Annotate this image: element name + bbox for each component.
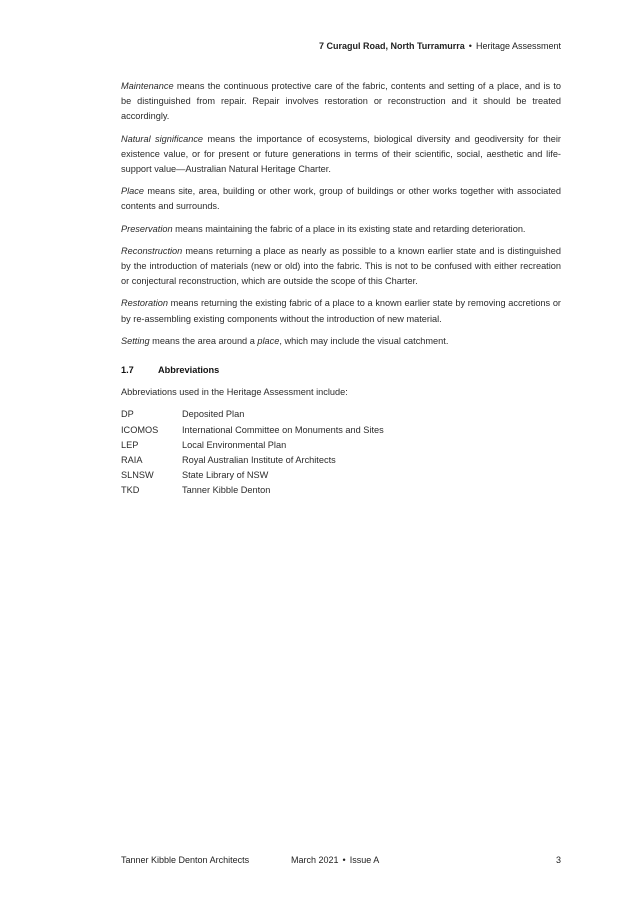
definition-term: Natural significance (121, 133, 204, 144)
definition-text: means returning a place as nearly as possible to a known earlier state and is distinguished by the introduction of materials (new or old) into the fabric. This is not to be confused with either recreation or conjectural reconstruction, which are outside the scope of this Charter. (121, 245, 561, 287)
definition-term: Reconstruction (121, 245, 183, 256)
abbreviation-meaning: International Committee on Monuments and Sites (182, 424, 384, 435)
footer-issue: Issue A (349, 855, 380, 865)
definition-maintenance (121, 79, 561, 125)
section-intro: Abbreviations used in the Heritage Assessment include: (121, 387, 348, 398)
definition-term: Restoration (121, 298, 168, 309)
definition-preservation (121, 222, 561, 237)
definition-setting (121, 334, 561, 349)
section-title: Abbreviations (158, 365, 220, 376)
abbreviation-code: ICOMOS (121, 424, 159, 435)
definition-restoration (121, 296, 561, 326)
table-row (121, 483, 384, 498)
abbreviation-code: SLNSW (121, 470, 154, 481)
header-doc-title: Heritage Assessment (475, 41, 561, 51)
definition-text: , which may include the visual catchment. (279, 335, 449, 346)
footer-firm: Tanner Kibble Denton Architects (121, 855, 250, 865)
table-row (121, 468, 384, 483)
abbreviation-code: DP (121, 409, 134, 420)
definition-term: Setting (121, 335, 150, 346)
definition-term: Maintenance (121, 81, 174, 91)
abbreviation-code: TKD (121, 485, 140, 496)
definition-inline-term: place (257, 335, 280, 346)
abbreviation-meaning: Deposited Plan (182, 409, 245, 420)
definition-term: Preservation (121, 223, 173, 234)
abbreviation-code: RAIA (121, 455, 143, 466)
abbreviations-table (121, 407, 384, 498)
definition-reconstruction (121, 244, 561, 290)
definition-text: means site, area, building or other work, group of buildings or other works together with associated contents and surrounds. (121, 186, 561, 212)
abbreviation-meaning: State Library of NSW (182, 470, 269, 481)
footer-separator: • (342, 855, 346, 865)
abbreviation-code: LEP (121, 439, 139, 450)
page-content (121, 79, 561, 499)
definition-text: means the continuous protective care of the fabric, contents and setting of a place, and is to be distinguished from repair. Repair involves restoration or reconstruction and it should be treated accordingly. (121, 81, 561, 122)
definition-text: means the area around a (149, 335, 258, 346)
page-number: 3 (555, 855, 561, 865)
abbreviation-meaning: Royal Australian Institute of Architects (182, 455, 336, 466)
page-header (319, 41, 561, 51)
table-row (121, 423, 384, 438)
footer-date: March 2021 (291, 855, 339, 865)
section-heading (121, 363, 561, 378)
header-separator: • (468, 41, 472, 51)
abbreviation-meaning: Tanner Kibble Denton (182, 485, 271, 496)
definition-place (121, 184, 561, 214)
table-row (121, 438, 384, 453)
definition-term: Place (121, 186, 144, 197)
section-number: 1.7 (121, 365, 134, 376)
definition-text: means maintaining the fabric of a place in its existing state and retarding deterioration. (172, 223, 526, 234)
definition-text: means the importance of ecosystems, biological diversity and geodiversity for their existence value, or for present or future generations in terms of their scientific, social, aesthetic and life-support value—Australian Natural Heritage Charter. (121, 133, 561, 175)
abbreviation-meaning: Local Environmental Plan (182, 439, 287, 450)
footer-issue-info (291, 855, 379, 865)
table-row (121, 407, 384, 422)
table-row (121, 453, 384, 468)
definition-natural-significance (121, 132, 561, 178)
header-site: 7 Curagul Road, North Turramurra (318, 41, 465, 51)
definition-text: means returning the existing fabric of a place to a known earlier state by removing accretions or by re-assembling existing components without the introduction of new material. (121, 298, 561, 324)
